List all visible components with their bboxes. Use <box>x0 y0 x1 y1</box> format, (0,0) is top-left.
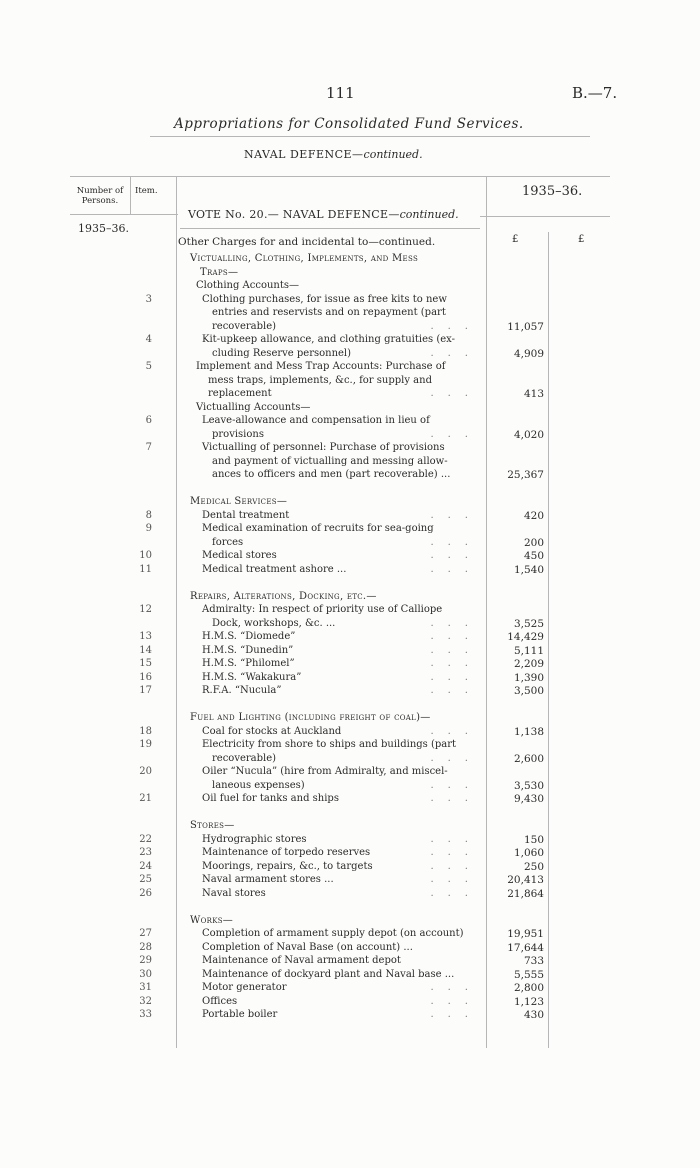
item-description: Victualling Accounts— <box>196 401 311 413</box>
item-description: Naval armament stores ... <box>202 874 334 885</box>
item-amount: 1,060 <box>513 847 544 859</box>
leader-dots: ... <box>430 752 482 764</box>
item-amount: 14,429 <box>507 631 544 643</box>
item-description: Clothing Accounts— <box>196 280 300 291</box>
item-number: 10 <box>139 550 152 561</box>
item-number: 4 <box>145 334 152 345</box>
table-row <box>0 753 700 766</box>
page-number: 111 <box>326 84 355 102</box>
leader-dots: ... <box>430 658 482 669</box>
item-number: 33 <box>139 1009 152 1020</box>
item-amount: 5,111 <box>513 644 544 657</box>
table-row <box>0 267 700 280</box>
item-amount: 1,138 <box>513 725 544 738</box>
item-description: Completion of Naval Base (on account) ... <box>202 941 413 953</box>
item-description: mess traps, implements, &c., for supply and <box>208 374 432 386</box>
item-amount: 4,020 <box>513 428 544 441</box>
item-description: Implement and Mess Trap Accounts: Purchase of <box>196 361 446 372</box>
item-description: recoverable) <box>212 752 277 764</box>
item-number: 18 <box>139 725 152 737</box>
table-row <box>0 1009 700 1022</box>
item-number: 27 <box>139 928 152 939</box>
table-row <box>0 699 700 712</box>
table-row <box>0 388 700 401</box>
item-number: 9 <box>145 523 152 534</box>
table-row <box>0 375 700 388</box>
item-description: cluding Reserve personnel) <box>212 347 352 359</box>
item-number: 5 <box>145 361 152 372</box>
persons-column-rule <box>130 176 131 214</box>
leader-dots: ... <box>430 631 482 642</box>
item-amount: 430 <box>523 1009 544 1021</box>
left-header-rule <box>70 214 178 215</box>
item-number: 3 <box>145 293 152 305</box>
table-row <box>0 510 700 523</box>
item-number: 25 <box>139 874 152 885</box>
leader-dots: ... <box>430 779 482 791</box>
item-description: laneous expenses) <box>212 779 305 791</box>
item-description: H.M.S. “Wakakura” <box>202 671 302 683</box>
item-amount: 413 <box>523 388 544 400</box>
item-description: Dental treatment <box>202 509 290 521</box>
table-row <box>0 820 700 833</box>
table-row <box>0 402 700 415</box>
item-amount: 4,909 <box>513 347 544 360</box>
item-description: Oiler “Nucula” (hire from Admiralty, and miscel- <box>202 766 448 777</box>
section-heading: Victualling, Clothing, Implements, and Mess <box>190 253 419 264</box>
table-row <box>0 996 700 1009</box>
item-description: Oil fuel for tanks and ships <box>202 793 339 804</box>
item-header: Item. <box>135 186 158 196</box>
leader-dots: ... <box>430 644 482 656</box>
item-description: Motor generator <box>202 982 287 993</box>
table-row <box>0 780 700 793</box>
other-charges-cont: continued. <box>378 236 436 248</box>
table-row <box>0 537 700 550</box>
table-row <box>0 982 700 995</box>
item-number: 28 <box>139 941 152 953</box>
right-header-rule <box>480 216 610 217</box>
table-row <box>0 348 700 361</box>
item-description: Medical examination of recruits for sea-going <box>202 523 434 534</box>
page-title: Appropriations for Consolidated Fund Services. <box>174 116 524 132</box>
leader-dots: ... <box>430 995 482 1007</box>
leader-dots: ... <box>430 617 482 629</box>
item-amount: 2,209 <box>513 658 544 670</box>
item-description: R.F.A. “Nucula” <box>202 685 282 696</box>
table-row <box>0 618 700 631</box>
table-row <box>0 253 700 266</box>
item-description: H.M.S. “Diomede” <box>202 631 296 642</box>
table-row <box>0 766 700 779</box>
leader-dots: ... <box>430 536 482 548</box>
item-amount: 1,540 <box>513 563 544 576</box>
table-row <box>0 969 700 982</box>
table-row <box>0 321 700 334</box>
leader-dots: ... <box>430 1009 482 1020</box>
table-row <box>0 807 700 820</box>
item-number: 26 <box>139 887 152 899</box>
table-row <box>0 564 700 577</box>
table-row <box>0 334 700 347</box>
table-row <box>0 294 700 307</box>
leader-dots: ... <box>430 563 482 575</box>
section-heading: Stores— <box>190 820 235 831</box>
table-row <box>0 429 700 442</box>
item-description: provisions <box>212 428 264 440</box>
currency-symbol-2: £ <box>578 234 585 245</box>
item-amount: 1,123 <box>513 995 544 1008</box>
item-description: Admiralty: In respect of priority use of Calliope <box>202 604 443 615</box>
item-number: 32 <box>139 995 152 1007</box>
table-row <box>0 483 700 496</box>
table-row <box>0 550 700 563</box>
item-number: 30 <box>139 968 152 980</box>
vote-title <box>188 208 459 221</box>
item-description: Dock, workshops, &c. ... <box>212 617 336 629</box>
item-description: Naval stores <box>202 887 266 899</box>
item-description: Kit-upkeep allowance, and clothing gratuities (ex- <box>202 334 455 345</box>
item-number: 22 <box>139 833 152 845</box>
item-number: 31 <box>139 982 152 993</box>
item-amount: 3,500 <box>513 685 544 697</box>
item-number: 13 <box>139 631 152 642</box>
leader-dots: ... <box>430 388 482 399</box>
item-amount: 20,413 <box>507 874 544 886</box>
leader-dots: ... <box>430 347 482 359</box>
item-amount: 250 <box>523 860 544 873</box>
table-row <box>0 456 700 469</box>
item-number: 23 <box>139 847 152 858</box>
item-amount: 2,800 <box>513 982 544 994</box>
item-number: 20 <box>139 766 152 777</box>
item-description: Medical stores <box>202 550 277 561</box>
section-heading: Repairs, Alterations, Docking, etc.— <box>190 590 377 602</box>
table-row <box>0 726 700 739</box>
table-top-rule <box>70 176 610 177</box>
table-row <box>0 834 700 847</box>
table-row <box>0 793 700 806</box>
vote-title-main: VOTE No. 20.— NAVAL DEFENCE— <box>188 208 400 221</box>
leader-dots: ... <box>430 833 482 845</box>
item-amount: 1,390 <box>513 671 544 684</box>
section-heading: Works— <box>190 914 234 926</box>
item-amount: 3,525 <box>513 617 544 630</box>
item-amount: 200 <box>523 536 544 549</box>
table-row <box>0 523 700 536</box>
table-row <box>0 361 700 374</box>
year-header-right: 1935–36. <box>522 184 583 199</box>
vote-rule <box>180 228 480 229</box>
table-row <box>0 739 700 752</box>
item-description: Maintenance of dockyard plant and Naval base ... <box>202 968 455 980</box>
item-description: Maintenance of Naval armament depot <box>202 955 401 966</box>
item-amount: 733 <box>523 955 544 967</box>
item-amount: 19,951 <box>507 928 544 940</box>
table-row <box>0 631 700 644</box>
table-row <box>0 955 700 968</box>
table-row <box>0 280 700 293</box>
item-description: Completion of armament supply depot (on account) <box>202 928 464 939</box>
table-row <box>0 307 700 320</box>
table-row <box>0 685 700 698</box>
currency-symbol-1: £ <box>512 234 519 245</box>
table-row <box>0 672 700 685</box>
item-number: 8 <box>145 509 152 521</box>
table-row <box>0 901 700 914</box>
item-description: Coal for stocks at Auckland <box>202 725 342 737</box>
item-description: H.M.S. “Philomel” <box>202 658 295 669</box>
item-number: 15 <box>139 658 152 669</box>
item-number: 6 <box>145 415 152 426</box>
item-amount: 5,555 <box>513 968 544 981</box>
table-row <box>0 942 700 955</box>
leader-dots: ... <box>430 874 482 885</box>
table-row <box>0 604 700 617</box>
item-description: forces <box>212 536 244 548</box>
item-description: and payment of victualling and messing allow- <box>212 455 448 467</box>
item-description: Electricity from shore to ships and buildings (part <box>202 739 457 750</box>
item-amount: 11,057 <box>507 320 544 333</box>
leader-dots: ... <box>430 320 482 332</box>
leader-dots: ... <box>430 887 482 899</box>
leader-dots: ... <box>430 671 482 683</box>
item-amount: 17,644 <box>507 941 544 954</box>
item-amount: 9,430 <box>513 793 544 805</box>
item-number: 7 <box>145 442 152 453</box>
item-description: Victualling of personnel: Purchase of provisions <box>202 442 445 453</box>
section-heading: Traps— <box>200 266 239 278</box>
table-row <box>0 861 700 874</box>
item-description: recoverable) <box>212 320 277 332</box>
item-description: Offices <box>202 995 238 1007</box>
item-number: 21 <box>139 793 152 804</box>
item-description: Portable boiler <box>202 1009 278 1020</box>
item-amount: 2,600 <box>513 752 544 765</box>
table-row <box>0 469 700 482</box>
item-description: Medical treatment ashore ... <box>202 563 347 575</box>
other-charges-heading <box>178 236 435 248</box>
item-description: Leave-allowance and compensation in lieu of <box>202 415 430 426</box>
leader-dots: ... <box>430 725 482 737</box>
year-header-left: 1935–36. <box>78 222 129 235</box>
leader-dots: ... <box>430 509 482 521</box>
vote-title-cont: continued. <box>399 208 459 221</box>
table-row <box>0 442 700 455</box>
document-code: B.—7. <box>572 84 618 102</box>
item-description: Moorings, repairs, &c., to targets <box>202 860 373 872</box>
item-amount: 450 <box>523 550 544 562</box>
table-row <box>0 415 700 428</box>
table-row <box>0 888 700 901</box>
item-amount: 21,864 <box>507 887 544 900</box>
item-description: Maintenance of torpedo reserves <box>202 847 371 858</box>
item-amount: 25,367 <box>507 469 544 481</box>
item-description: H.M.S. “Dunedin” <box>202 644 294 656</box>
item-number: 14 <box>139 644 152 656</box>
table-row <box>0 577 700 590</box>
item-number: 29 <box>139 955 152 966</box>
item-amount: 420 <box>523 509 544 522</box>
leader-dots: ... <box>430 982 482 993</box>
other-charges-main: Other Charges for and incidental to— <box>178 236 379 248</box>
item-description: Clothing purchases, for issue as free kits to new <box>202 293 447 305</box>
persons-header: Number of Persons. <box>76 186 124 206</box>
title-rule <box>150 136 590 137</box>
section-heading: Fuel and Lighting (including freight of coal)— <box>190 712 431 723</box>
section-subtitle <box>244 148 423 161</box>
item-description: entries and reservists and on repayment (part <box>212 307 446 318</box>
leader-dots: ... <box>430 860 482 872</box>
table-row <box>0 928 700 941</box>
leader-dots: ... <box>430 550 482 561</box>
leader-dots: ... <box>430 793 482 804</box>
table-row <box>0 712 700 725</box>
table-row <box>0 645 700 658</box>
leader-dots: ... <box>430 847 482 858</box>
table-row <box>0 847 700 860</box>
item-number: 11 <box>139 563 152 575</box>
table-row <box>0 496 700 509</box>
item-amount: 150 <box>523 833 544 846</box>
leader-dots: ... <box>430 428 482 440</box>
subtitle-main: NAVAL DEFENCE— <box>244 148 364 161</box>
item-number: 16 <box>139 671 152 683</box>
item-amount: 3,530 <box>513 779 544 792</box>
item-description: ances to officers and men (part recoverable) ... <box>212 469 451 480</box>
item-number: 17 <box>139 685 152 696</box>
table-row <box>0 874 700 887</box>
table-row <box>0 658 700 671</box>
section-heading: Medical Services— <box>190 496 288 507</box>
item-number: 12 <box>139 604 152 615</box>
item-description: replacement <box>208 388 272 399</box>
item-number: 19 <box>139 739 152 750</box>
item-description: Hydrographic stores <box>202 833 307 845</box>
subtitle-cont: continued. <box>363 148 423 161</box>
leader-dots: ... <box>430 685 482 696</box>
table-row <box>0 915 700 928</box>
item-number: 24 <box>139 860 152 872</box>
table-row <box>0 591 700 604</box>
